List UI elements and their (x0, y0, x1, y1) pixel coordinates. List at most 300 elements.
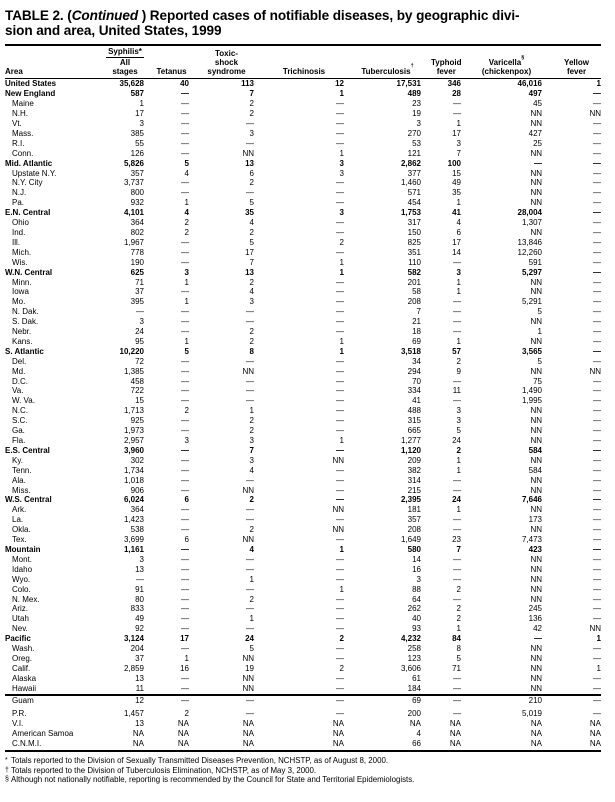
cell-value: — (593, 525, 601, 535)
cell-value: — (593, 267, 601, 277)
cell-value: 1 (456, 465, 461, 475)
row-label: La. (12, 515, 24, 525)
cell-value: — (593, 614, 601, 624)
row-label: S. Atlantic (5, 346, 44, 356)
cell-value: 2 (184, 406, 189, 416)
cell-value: 95 (135, 336, 144, 346)
cell-value: NN (589, 624, 601, 634)
cell-value: — (246, 709, 254, 719)
cell-value: — (593, 584, 601, 594)
cell-value: 8 (249, 346, 254, 356)
cell-value: — (593, 386, 601, 396)
cell-value: — (593, 317, 601, 327)
cell-value: — (453, 109, 461, 119)
row-label: W.N. Central (5, 267, 53, 277)
cell-value: — (593, 455, 601, 465)
cell-value: 123 (407, 653, 421, 663)
cell-value: — (593, 396, 601, 406)
cell-value: 100 (447, 158, 461, 168)
cell-value: NN (530, 148, 542, 158)
cell-value: — (136, 574, 144, 584)
table-row (5, 169, 601, 179)
cell-value: 1 (456, 198, 461, 208)
cell-value: 2 (249, 336, 254, 346)
cell-value: NN (530, 584, 542, 594)
cell-value: — (453, 554, 461, 564)
cell-value: 1 (184, 277, 189, 287)
table-row (5, 129, 601, 139)
cell-value: 665 (407, 426, 421, 436)
row-label: N.J. (12, 188, 27, 198)
cell-value: — (453, 327, 461, 337)
cell-value: 385 (130, 128, 144, 138)
cell-value: 2 (249, 525, 254, 535)
table-row (5, 585, 601, 595)
table-row (5, 149, 601, 159)
table-row (5, 634, 601, 644)
cell-value: 580 (407, 544, 421, 554)
cell-value: — (593, 644, 601, 654)
row-label: Mid. Atlantic (5, 158, 53, 168)
cell-value: 2 (339, 237, 344, 247)
cell-value: — (181, 237, 189, 247)
cell-value: — (593, 99, 601, 109)
cell-value: 2 (456, 356, 461, 366)
cell-value: 72 (135, 356, 144, 366)
cell-value: 1,161 (123, 544, 144, 554)
cell-value: — (181, 99, 189, 109)
table-row (5, 739, 601, 751)
cell-value: — (336, 574, 344, 584)
cell-value: 12,260 (517, 247, 542, 257)
cell-value: — (246, 188, 254, 198)
cell-value: NN (530, 188, 542, 198)
cell-value: 364 (130, 218, 144, 228)
cell-value: 357 (407, 515, 421, 525)
cell-value: NA (530, 719, 542, 729)
cell-value: — (336, 445, 344, 455)
cell-value: 19 (245, 663, 254, 673)
cell-value: 1 (596, 79, 601, 89)
cell-value: — (336, 406, 344, 416)
cell-value: — (453, 99, 461, 109)
cell-value: — (181, 614, 189, 624)
col-header-syphilis-all-stages: Syphilis* All stages (96, 45, 144, 79)
table-row (5, 178, 601, 188)
cell-value: 150 (407, 227, 421, 237)
cell-value: 1,973 (123, 426, 144, 436)
cell-value: 427 (528, 128, 542, 138)
row-label: Ky. (12, 455, 23, 465)
cell-value: 364 (130, 505, 144, 515)
cell-value: — (336, 614, 344, 624)
table-row (5, 684, 601, 695)
cell-value: — (181, 119, 189, 129)
cell-value: NN (530, 178, 542, 188)
cell-value: 58 (412, 287, 421, 297)
cell-value: 6 (184, 535, 189, 545)
cell-value: 1 (596, 634, 601, 644)
cell-value: — (181, 604, 189, 614)
cell-value: 110 (408, 257, 421, 267)
row-label: American Samoa (12, 729, 74, 739)
cell-value: — (181, 188, 189, 198)
cell-value: — (336, 683, 344, 693)
cell-value: — (336, 426, 344, 436)
table-row (5, 139, 601, 149)
cell-value: NN (589, 109, 601, 119)
cell-value: — (181, 366, 189, 376)
cell-value: — (336, 218, 344, 228)
row-label: Mass. (12, 128, 34, 138)
cell-value: — (181, 594, 189, 604)
cell-value: 10,220 (119, 346, 144, 356)
table-row (5, 367, 601, 377)
cell-value: 825 (407, 237, 421, 247)
cell-value: 3,518 (400, 346, 421, 356)
row-label: Va. (12, 386, 24, 396)
cell-value: 71 (452, 663, 461, 673)
row-label: Ga. (12, 426, 25, 436)
row-label: Ind. (12, 227, 26, 237)
row-label: Upstate N.Y. (12, 168, 57, 178)
cell-value: — (593, 168, 601, 178)
cell-value: 6 (184, 495, 189, 505)
cell-value: 208 (407, 297, 421, 307)
row-label: Alaska (12, 673, 37, 683)
cell-value: — (181, 416, 189, 426)
cell-value: NN (530, 653, 542, 663)
cell-value: — (453, 525, 461, 535)
cell-value: NN (530, 406, 542, 416)
cell-value: — (336, 594, 344, 604)
cell-value: 582 (407, 267, 421, 277)
row-label: Okla. (12, 525, 31, 535)
cell-value: 1 (249, 614, 254, 624)
cell-value: NA (254, 739, 344, 751)
cell-value: — (593, 416, 601, 426)
col-header-tuberculosis: Tuberculosis† (344, 45, 421, 79)
cell-value: — (181, 89, 189, 99)
table-row (5, 357, 601, 367)
cell-value: 1,753 (400, 208, 421, 218)
cell-value: — (593, 544, 601, 554)
cell-value: 42 (533, 624, 542, 634)
title-line2: sion and area, United States, 1999 (5, 23, 222, 38)
cell-value: — (593, 188, 601, 198)
cell-value: 1,713 (123, 406, 144, 416)
cell-value: 3,606 (400, 663, 421, 673)
row-label: New England (5, 89, 56, 99)
cell-value: — (453, 683, 461, 693)
table-row (5, 278, 601, 288)
table-row (5, 565, 601, 575)
cell-value: NN (530, 416, 542, 426)
cell-value: 181 (407, 505, 421, 515)
notifiable-diseases-table (5, 44, 601, 752)
cell-value: — (181, 584, 189, 594)
cell-value: — (336, 227, 344, 237)
cell-value: — (593, 356, 601, 366)
cell-value: 1 (184, 336, 189, 346)
cell-value: 4,232 (400, 634, 421, 644)
col-header-typhoid-fever: Typhoid fever (421, 45, 461, 79)
cell-value: 40 (412, 614, 421, 624)
row-label: W. Va. (12, 396, 35, 406)
cell-value: — (181, 515, 189, 525)
cell-value: 802 (130, 227, 144, 237)
cell-value: 66 (344, 739, 421, 751)
cell-value: — (336, 386, 344, 396)
cell-value: 315 (407, 416, 421, 426)
row-label: Miss. (12, 485, 31, 495)
cell-value: — (593, 336, 601, 346)
cell-value: — (181, 544, 189, 554)
cell-value: 906 (130, 485, 144, 495)
cell-value: 17 (245, 247, 254, 257)
cell-value: 1,734 (123, 465, 144, 475)
cell-value: 3 (416, 119, 421, 129)
cell-value: — (181, 178, 189, 188)
table-row (5, 268, 601, 278)
cell-value: — (336, 465, 344, 475)
cell-value: 258 (407, 644, 421, 654)
cell-value: NA (189, 739, 254, 751)
cell-value: 3 (184, 436, 189, 446)
cell-value: NN (332, 525, 344, 535)
cell-value: 488 (407, 406, 421, 416)
cell-value: 2 (249, 594, 254, 604)
row-label: N. Mex. (12, 594, 40, 604)
cell-value: — (593, 307, 601, 317)
cell-value: — (593, 673, 601, 683)
cell-value: — (181, 525, 189, 535)
cell-value: 57 (452, 346, 461, 356)
cell-value: 4 (456, 218, 461, 228)
cell-value: — (453, 317, 461, 327)
cell-value: — (593, 327, 601, 337)
cell-value: 1,460 (400, 178, 421, 188)
cell-value: — (593, 148, 601, 158)
row-label: Pa. (12, 198, 25, 208)
cell-value: — (593, 218, 601, 228)
cell-value: 8 (456, 644, 461, 654)
table-row (5, 515, 601, 525)
cell-value: 210 (461, 695, 542, 706)
table-row (5, 456, 601, 466)
cell-value: 84 (452, 634, 461, 644)
row-label: S.C. (12, 416, 28, 426)
table-row (5, 297, 601, 307)
row-label: Md. (12, 366, 26, 376)
cell-value: — (593, 158, 601, 168)
title-line1: TABLE 2. (Continued ) Reported cases of notifiable diseases, by geographic divi- (5, 8, 520, 23)
table-row (5, 287, 601, 297)
cell-value: — (181, 386, 189, 396)
cell-value: 18 (412, 327, 421, 337)
row-label: Maine (12, 99, 34, 109)
cell-value: 190 (130, 257, 144, 267)
cell-value: NA (96, 739, 144, 751)
row-label: Utah (12, 614, 29, 624)
table-row (5, 719, 601, 729)
cell-value: — (593, 574, 601, 584)
cell-value: 71 (135, 277, 144, 287)
cell-value: 64 (412, 594, 421, 604)
cell-value: — (181, 128, 189, 138)
cell-value: NN (530, 663, 542, 673)
cell-value: 215 (407, 485, 421, 495)
cell-value: NN (530, 455, 542, 465)
cell-value: — (254, 695, 344, 706)
cell-value: 5,297 (521, 267, 542, 277)
table-row (5, 674, 601, 684)
cell-value: — (336, 535, 344, 545)
cell-value: 55 (135, 138, 144, 148)
cell-value: 6,024 (123, 495, 144, 505)
cell-value: — (593, 515, 601, 525)
cell-value: — (593, 709, 601, 719)
row-label: W.S. Central (5, 495, 52, 505)
table-row (5, 426, 601, 436)
table-row (5, 327, 601, 337)
table-row (5, 119, 601, 129)
row-label: Wyo. (12, 574, 31, 584)
cell-value: 1 (456, 336, 461, 346)
table-row (5, 466, 601, 476)
cell-value: — (593, 287, 601, 297)
row-label: Mont. (12, 554, 33, 564)
cell-value: NN (242, 148, 254, 158)
cell-value: 346 (447, 79, 461, 89)
row-label: Tenn. (12, 465, 32, 475)
table-row (5, 495, 601, 505)
cell-value: NN (589, 366, 601, 376)
table-row (5, 695, 601, 706)
cell-value: — (336, 277, 344, 287)
cell-value: 489 (407, 89, 421, 99)
cell-value: 1,018 (123, 475, 144, 485)
cell-value: 5 (537, 307, 542, 317)
row-label: Guam (5, 695, 96, 706)
table-row (5, 99, 601, 109)
cell-value: 1 (139, 99, 144, 109)
cell-value: — (246, 515, 254, 525)
cell-value: — (593, 594, 601, 604)
cell-value: NA (589, 729, 601, 739)
cell-value: — (181, 307, 189, 317)
cell-value: — (136, 307, 144, 317)
cell-value: — (246, 624, 254, 634)
cell-value: 80 (135, 594, 144, 604)
cell-value: 2,862 (400, 158, 421, 168)
cell-value: — (336, 673, 344, 683)
cell-value: 1 (339, 267, 344, 277)
cell-value: 12 (96, 695, 144, 706)
cell-value: — (181, 317, 189, 327)
cell-value: 11 (452, 386, 461, 396)
cell-value: 46,016 (517, 79, 542, 89)
table-row (5, 159, 601, 169)
table-row (5, 228, 601, 238)
cell-value: 75 (533, 376, 542, 386)
cell-value: NN (530, 436, 542, 446)
cell-value: 2 (456, 604, 461, 614)
footnotes (5, 756, 607, 785)
cell-value: 800 (130, 188, 144, 198)
cell-value: 3 (456, 406, 461, 416)
cell-value: — (593, 237, 601, 247)
cell-value: — (336, 138, 344, 148)
table-row (5, 79, 601, 89)
cell-value: 5 (184, 158, 189, 168)
cell-value: 3 (339, 158, 344, 168)
table-row (5, 614, 601, 624)
cell-value: NN (530, 505, 542, 515)
cell-value: 2 (249, 178, 254, 188)
cell-value: 1 (537, 327, 542, 337)
row-label: C.N.M.I. (5, 739, 96, 751)
table-row (5, 644, 601, 654)
cell-value: — (453, 485, 461, 495)
cell-value: 3 (456, 267, 461, 277)
cell-value: 571 (407, 188, 421, 198)
cell-value: 23 (412, 99, 421, 109)
cell-value: NN (242, 673, 254, 683)
cell-value: 932 (130, 198, 144, 208)
cell-value: 34 (412, 356, 421, 366)
cell-value: 591 (528, 257, 542, 267)
cell-value: NN (530, 683, 542, 693)
cell-value: NN (530, 336, 542, 346)
cell-value: — (336, 327, 344, 337)
cell-value: 6 (249, 168, 254, 178)
cell-value: 1 (184, 653, 189, 663)
cell-value: NN (530, 426, 542, 436)
cell-value: 53 (412, 138, 421, 148)
cell-value: 13 (245, 267, 254, 277)
cell-value: 1 (249, 574, 254, 584)
cell-value: 28,004 (517, 208, 542, 218)
row-label: Minn. (12, 277, 32, 287)
cell-value: 5,019 (521, 709, 542, 719)
cell-value: 1 (456, 119, 461, 129)
table-row (5, 396, 601, 406)
row-label: Vt. (12, 119, 22, 129)
cell-value: — (181, 396, 189, 406)
cell-value: — (336, 178, 344, 188)
row-label: R.I. (12, 138, 25, 148)
cell-value: 88 (412, 584, 421, 594)
cell-value: — (336, 485, 344, 495)
cell-value: 1 (339, 336, 344, 346)
cell-value: — (181, 465, 189, 475)
cell-value: 5 (456, 653, 461, 663)
cell-value: 2 (456, 614, 461, 624)
cell-value: — (421, 695, 461, 706)
row-label: S. Dak. (12, 317, 39, 327)
cell-value: 14 (412, 554, 421, 564)
cell-value: 3,565 (521, 346, 542, 356)
cell-value: 17 (452, 237, 461, 247)
cell-value: 3,124 (123, 634, 144, 644)
table-body (5, 79, 601, 751)
cell-value: — (336, 317, 344, 327)
row-label: N.Y. City (12, 178, 43, 188)
cell-value: 35 (245, 208, 254, 218)
cell-value: 41 (412, 396, 421, 406)
cell-value: 3 (249, 128, 254, 138)
